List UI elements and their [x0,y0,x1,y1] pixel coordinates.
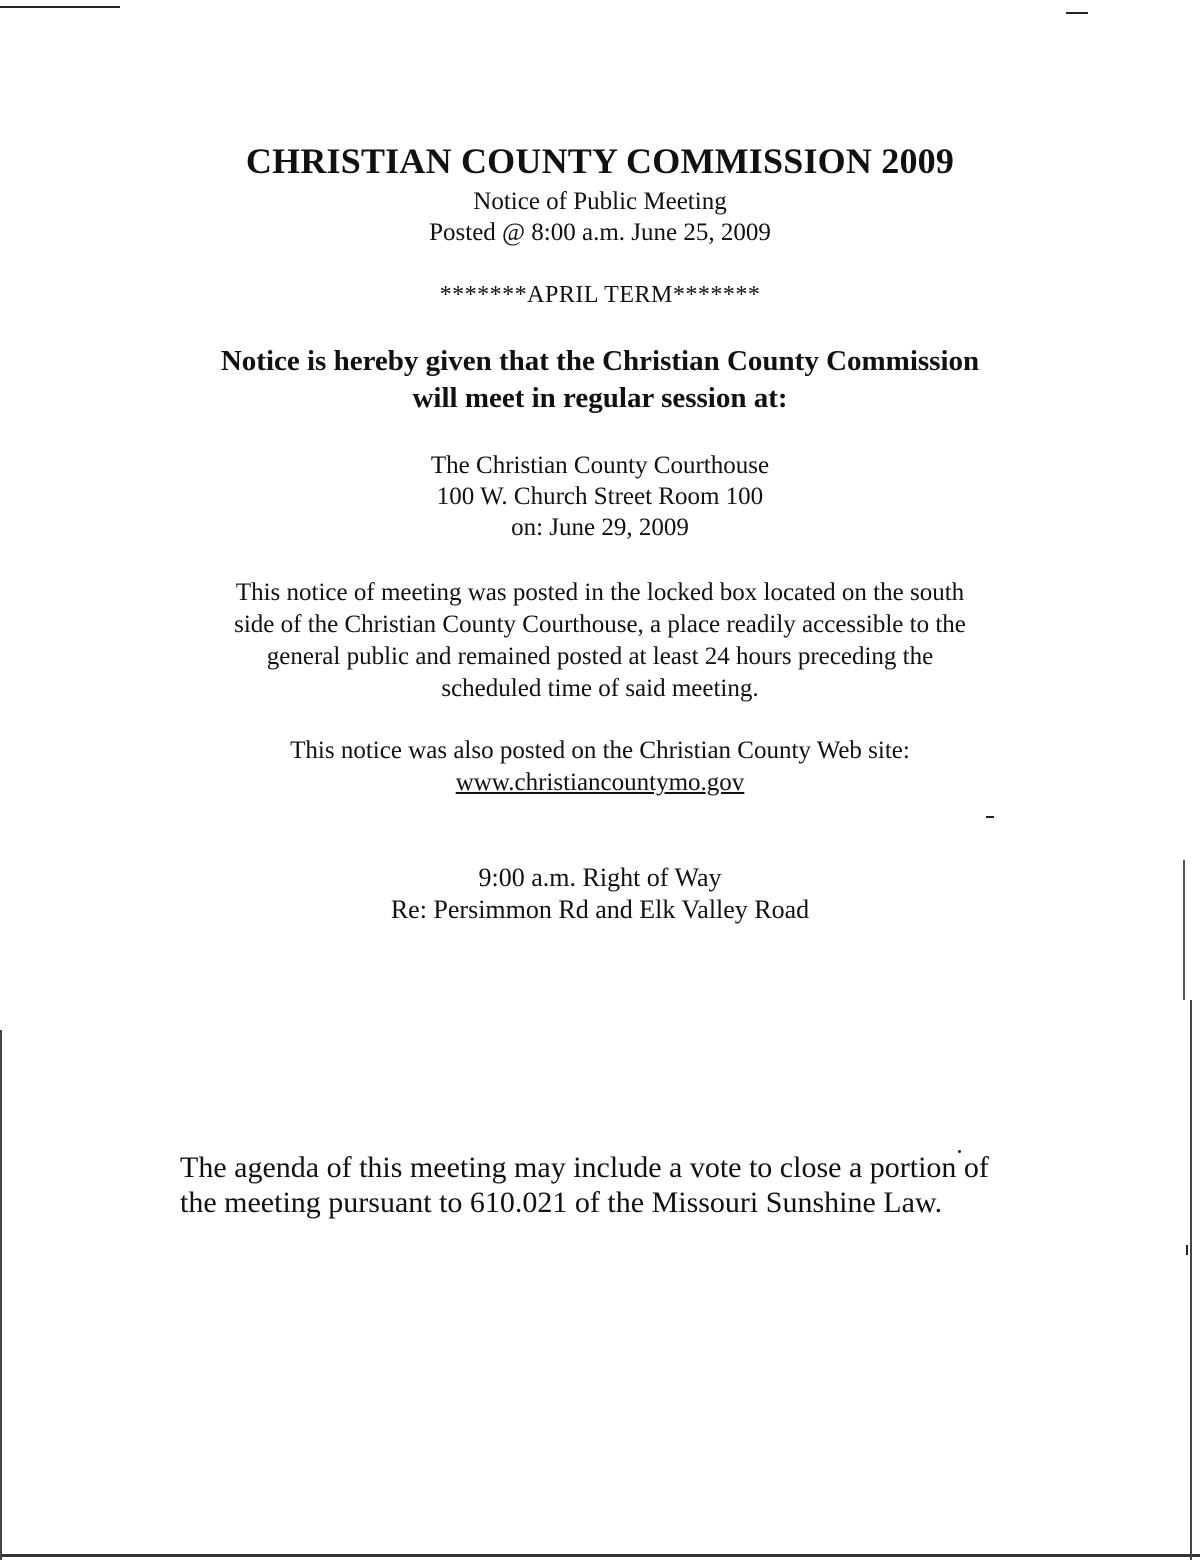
posting-line-3: general public and remained posted at least 24 hours preceding the [266,643,934,670]
posting-statement [0,577,1200,705]
notice-line-2: will meet in regular session at: [412,382,788,414]
location-place: The Christian County Courthouse [430,452,770,479]
agenda-item [0,862,1200,926]
scan-artifact [986,816,994,818]
closing-line-1: The agenda of this meeting may include a vote to close a portion of [180,1151,989,1184]
posting-line-1: This notice of meeting was posted in the locked box located on the south [235,579,965,606]
web-notice-text: This notice was also posted on the Christian County Web site: [290,737,910,764]
header-details [0,186,1200,248]
notice-line-1: Notice is hereby given that the Christian County Commission [220,345,980,377]
scan-artifact [0,1554,1200,1557]
notice-subtitle: Notice of Public Meeting [473,188,727,215]
website-link[interactable]: www.christiancountymo.gov [455,769,745,796]
closing-line-2: the meeting pursuant to 610.021 of the Missouri Sunshine Law. [180,1186,943,1219]
scan-artifact [0,1030,2,1560]
term-label: *******APRIL TERM******* [439,282,761,308]
posted-timestamp: Posted @ 8:00 a.m. June 25, 2009 [429,219,771,246]
document-title: CHRISTIAN COUNTY COMMISSION 2009 [245,141,955,181]
notice-statement [0,343,1200,417]
web-notice [0,735,1200,799]
scan-artifact [1066,12,1088,14]
scan-artifact [1186,1245,1188,1255]
agenda-time-item: 9:00 a.m. Right of Way [478,863,722,892]
scan-artifact [0,6,120,8]
meeting-location [0,450,1200,543]
meeting-date: on: June 29, 2009 [511,514,689,541]
location-address: 100 W. Church Street Room 100 [436,483,764,510]
posting-line-4: scheduled time of said meeting. [441,675,759,702]
closing-statement [180,1150,1080,1220]
agenda-re-item: Re: Persimmon Rd and Elk Valley Road [390,895,810,924]
scan-artifact [1190,1000,1192,1560]
posting-line-2: side of the Christian County Courthouse, a place readily accessible to the [234,611,966,638]
